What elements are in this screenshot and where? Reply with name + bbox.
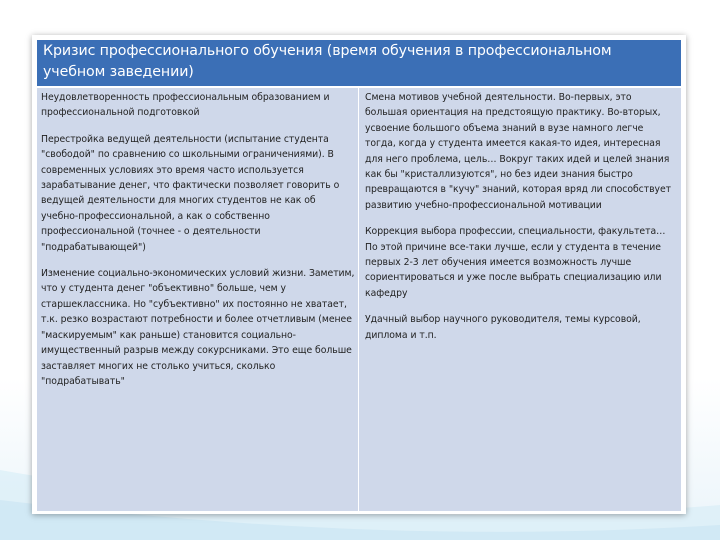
right-paragraph: Смена мотивов учебной деятельности. Во-первых, это большая ориентация на предстоящую практику. Во-вторых, усвоение большого объема знаний в вузе намного легче тогда, когда у студента имеется какая-то идея, интересная для него проблема, цель… Вокруг таких идей и целей знания как бы "кристаллизуются", но без идеи знания быстро превращаются в "кучу" знаний, которая вряд ли способствует развитию учебно-профессиональной мотивации [365, 92, 671, 211]
left-paragraph: Изменение социально-экономических условий жизни. Заметим, что у студента денег "объективно" больше, чем у старшеклассника. Но "субъективно" их постоянно не хватает, т.к. резко возрастают потребности и более отчетливым (менее "маскируемым" как раньше) становится социально-имущественный разрыв между сокурсниками. Это еще больше заставляет многих не столько учиться, сколько "подрабатывать" [41, 268, 355, 387]
column-divider [358, 88, 359, 511]
right-paragraph: Удачный выбор научного руководителя, темы курсовой, диплома и т.п. [365, 314, 641, 341]
right-column [365, 90, 675, 343]
left-column [41, 90, 355, 389]
left-paragraph: Перестройка ведущей деятельности (испытание студента "свободой" по сравнению со школьными ограничениями). В современных условиях это время часто используется зарабатывание денег, что фактически позволяет говорить о ведущей деятельности для многих студентов не как об учебно-профессиональной, а как о собственно профессиональной (точнее - о деятельности "подрабатывающей") [41, 133, 340, 253]
right-paragraph: Коррекция выбора профессии, специальности, факультета… По этой причине все-таки лучше, если у студента в течение первых 2-3 лет обучения имеется возможность лучше сориентироваться и уже после выбрать специализацию или кафедру [365, 226, 666, 299]
table-body [37, 87, 681, 511]
table-title: Кризис профессионального обучения (время обучения в профессиональном учебном заведении) [43, 43, 612, 80]
left-paragraph: Неудовлетворенность профессиональным образованием и профессиональной подготовкой [41, 92, 330, 119]
table-header [37, 40, 681, 86]
